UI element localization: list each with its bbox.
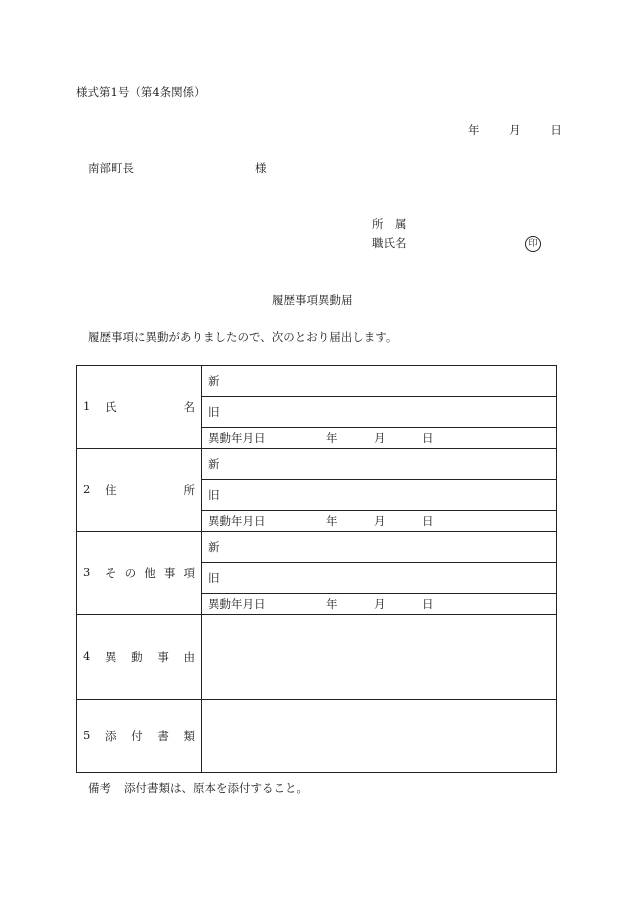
new-cell[interactable] <box>202 366 557 397</box>
row-label-char: 事 <box>163 566 176 580</box>
table-row <box>77 700 557 773</box>
date-year: 年 <box>468 123 480 137</box>
row-label-char: そ <box>105 566 117 580</box>
row-label-char: 事 <box>157 650 169 664</box>
reason-cell[interactable] <box>202 615 557 700</box>
intro-text: 履歴事項に異動がありましたので、次のとおり届出します。 <box>88 330 398 344</box>
form-id: 様式第1号（第4条関係） <box>76 85 206 99</box>
change-date-label: 異動年月日 <box>208 431 266 445</box>
seal-mark <box>525 235 541 252</box>
new-cell[interactable] <box>202 532 557 563</box>
table-row <box>77 449 557 480</box>
new-cell[interactable] <box>202 449 557 480</box>
name-label: 職氏名 <box>372 236 407 250</box>
row-number: 5 <box>83 728 91 742</box>
old-label: 旧 <box>208 405 220 419</box>
change-date-month: 月 <box>374 514 386 528</box>
row-label <box>77 449 202 532</box>
row-label-char: 所 <box>183 483 195 497</box>
old-cell[interactable] <box>202 480 557 511</box>
note-label: 備考 <box>88 781 111 795</box>
change-date-day: 日 <box>422 597 434 611</box>
addressee-name: 南部町長 <box>88 161 134 175</box>
row-label-char: 氏 <box>105 400 117 414</box>
change-date-year: 年 <box>326 431 338 445</box>
change-date-day: 日 <box>422 514 434 528</box>
change-date-month: 月 <box>374 597 386 611</box>
change-date-cell[interactable] <box>202 511 557 532</box>
old-label: 旧 <box>208 571 220 585</box>
date-month: 月 <box>509 123 521 137</box>
new-label: 新 <box>208 457 220 471</box>
change-date-cell[interactable] <box>202 594 557 615</box>
row-label-char: 名 <box>183 400 195 414</box>
addressee-honorific: 様 <box>255 161 267 175</box>
affiliation-label: 所 属 <box>372 217 407 231</box>
date-day: 日 <box>550 123 562 137</box>
row-label <box>77 532 202 615</box>
change-date-year: 年 <box>326 597 338 611</box>
row-number: 2 <box>83 482 91 496</box>
row-label-char: の <box>124 566 137 580</box>
row-label-char: 項 <box>183 566 195 580</box>
change-table <box>76 365 557 773</box>
change-date-label: 異動年月日 <box>208 514 266 528</box>
row-label-char: 添 <box>105 729 117 743</box>
change-date-day: 日 <box>422 431 434 445</box>
new-label: 新 <box>208 540 220 554</box>
row-label-char: 他 <box>144 566 156 580</box>
row-number: 4 <box>83 649 91 663</box>
row-number: 3 <box>83 565 91 579</box>
change-date-year: 年 <box>326 514 338 528</box>
change-date-month: 月 <box>374 431 386 445</box>
row-label-char: 類 <box>183 729 195 743</box>
change-date-cell[interactable] <box>202 428 557 449</box>
row-label <box>77 700 202 773</box>
document-title: 履歴事項異動届 <box>272 293 353 307</box>
row-label-char: 由 <box>183 650 195 664</box>
table-row <box>77 366 557 397</box>
row-label-char: 付 <box>131 729 143 743</box>
seal-icon: 印 <box>525 236 541 252</box>
row-label <box>77 366 202 449</box>
row-label-char: 住 <box>105 483 117 497</box>
row-label-char: 書 <box>157 729 169 743</box>
table-row <box>77 532 557 563</box>
row-number: 1 <box>83 399 91 413</box>
attachments-cell[interactable] <box>202 700 557 773</box>
old-label: 旧 <box>208 488 220 502</box>
old-cell[interactable] <box>202 397 557 428</box>
row-label-char: 異 <box>105 650 117 664</box>
date-line <box>468 122 562 138</box>
old-cell[interactable] <box>202 563 557 594</box>
row-label <box>77 615 202 700</box>
note-text: 添付書類は、原本を添付すること。 <box>124 781 308 795</box>
row-label-char: 動 <box>131 650 143 664</box>
new-label: 新 <box>208 374 220 388</box>
change-date-label: 異動年月日 <box>208 597 266 611</box>
table-row <box>77 615 557 700</box>
